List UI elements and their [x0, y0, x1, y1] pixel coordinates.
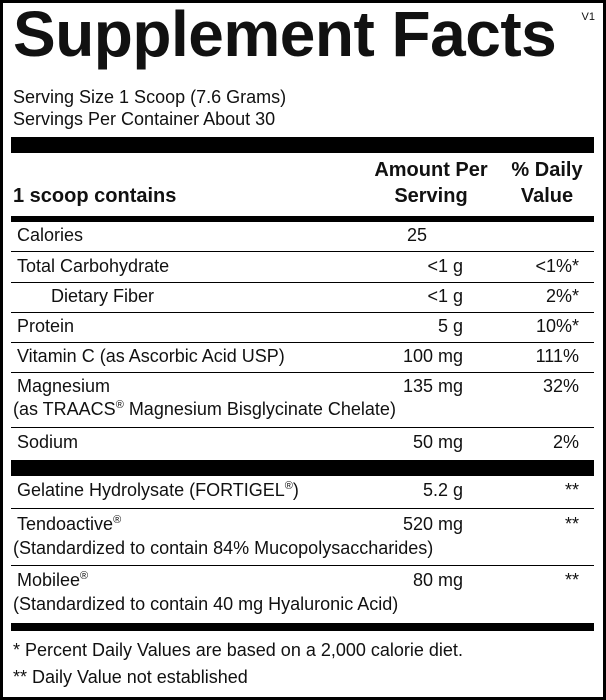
nutrient-daily-value: 2% [552, 432, 579, 452]
registered-mark: ® [113, 514, 122, 526]
nutrient-name: Total Carbohydrate [17, 256, 170, 276]
ingredient-name [17, 480, 299, 501]
ingredient-amount: 5.2 g [422, 480, 463, 500]
nutrient-daily-value: 2%* [545, 286, 579, 306]
panel-title: Supplement Facts [13, 0, 557, 70]
nutrient-amount: <1 g [427, 286, 463, 306]
nutrient-amount: 25 [407, 225, 428, 245]
thick-divider-bottom [11, 623, 594, 631]
nutrient-amount: <1 g [427, 256, 463, 276]
thick-divider-top [11, 137, 594, 153]
nutrient-amount: 5 g [437, 316, 463, 336]
nutrient-detail [13, 399, 396, 420]
serving-size: Serving Size 1 Scoop (7.6 Grams) [13, 87, 287, 107]
nutrient-amount: 50 mg [412, 432, 463, 452]
nutrient-daily-value: <1%* [535, 256, 579, 276]
thick-divider-middle [11, 460, 594, 476]
nutrient-name: Vitamin C (as Ascorbic Acid USP) [17, 346, 285, 366]
ingredient-daily-value: ** [564, 480, 579, 500]
row-divider [11, 342, 594, 343]
ingredient-name-text: Mobilee [17, 570, 81, 590]
registered-mark: ® [115, 399, 124, 411]
nutrient-daily-value: 10%* [535, 316, 579, 336]
header-dv-line1: % Daily [511, 159, 583, 181]
ingredient-name [17, 570, 88, 591]
row-divider [11, 372, 594, 373]
footnote-dv-not-established: ** Daily Value not established [13, 667, 248, 687]
ingredient-detail: (Standardized to contain 40 mg Hyaluronic Acid) [13, 594, 399, 614]
row-divider [11, 251, 594, 252]
header-dv-line2: Value [520, 185, 574, 207]
nutrient-name: Sodium [17, 432, 79, 452]
row-divider [11, 312, 594, 313]
medium-divider [11, 216, 594, 222]
header-contains: 1 scoop contains [13, 185, 177, 207]
nutrient-name: Calories [17, 225, 84, 245]
ingredient-detail: (Standardized to contain 84% Mucopolysaccharides) [13, 538, 434, 558]
header-daily-value [499, 157, 595, 209]
nutrient-name: Magnesium [17, 376, 111, 396]
header-amount-line2: Serving [394, 185, 468, 207]
nutrient-name: Protein [17, 316, 75, 336]
ingredient-daily-value: ** [564, 570, 579, 590]
ingredient-name-pre: Gelatine Hydrolysate (FORTIGEL [17, 480, 285, 500]
nutrient-name: Dietary Fiber [51, 286, 155, 306]
ingredient-name [17, 514, 121, 535]
row-divider [11, 508, 594, 509]
nutrient-daily-value: 32% [542, 376, 579, 396]
nutrient-amount: 135 mg [402, 376, 463, 396]
nutrient-daily-value: 111% [535, 346, 579, 366]
ingredient-name-text: Tendoactive [17, 514, 114, 534]
ingredient-name-post: ) [292, 480, 299, 500]
version-label: V1 [581, 11, 595, 23]
row-divider [11, 427, 594, 428]
row-divider [11, 565, 594, 566]
header-amount-line1: Amount Per [374, 159, 488, 181]
row-divider [11, 282, 594, 283]
nutrient-detail-post: Magnesium Bisglycinate Chelate) [123, 399, 396, 419]
ingredient-amount: 80 mg [412, 570, 463, 590]
ingredient-daily-value: ** [564, 514, 579, 534]
ingredient-amount: 520 mg [402, 514, 463, 534]
header-amount [361, 157, 501, 209]
nutrient-amount: 100 mg [402, 346, 463, 366]
nutrient-detail-pre: (as TRAACS [13, 399, 116, 419]
footnote-percent-dv: * Percent Daily Values are based on a 2,000 calorie diet. [13, 640, 463, 660]
servings-per-container: Servings Per Container About 30 [13, 109, 276, 129]
registered-mark: ® [80, 570, 89, 582]
registered-mark: ® [284, 480, 293, 492]
